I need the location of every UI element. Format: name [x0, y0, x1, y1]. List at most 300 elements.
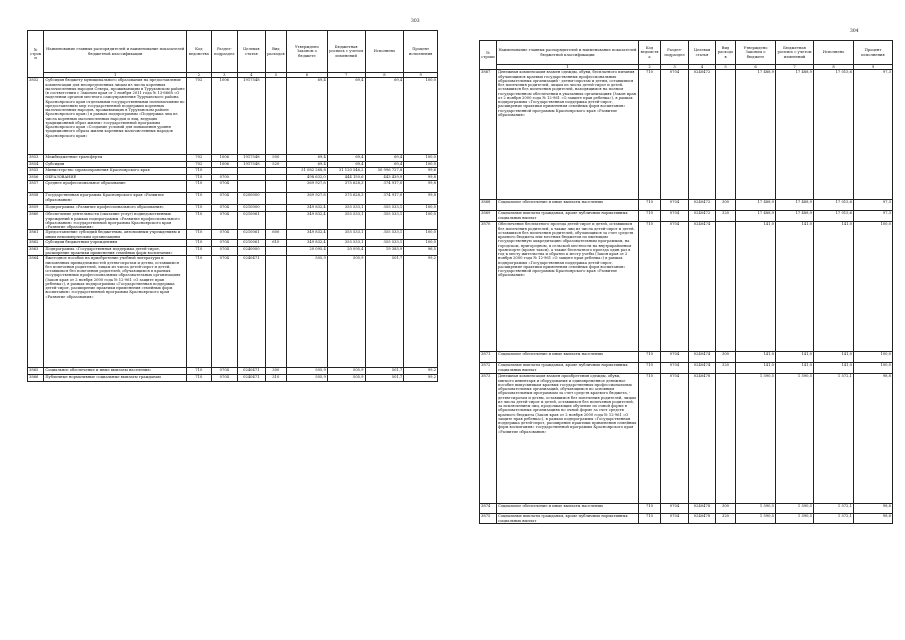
cell-expense-type: 600	[265, 230, 286, 240]
header-description: Наименование главных распорядителей и наименование показателей бюджетной классификации	[497, 41, 639, 65]
table-row	[480, 222, 893, 352]
cell-description: Предоставление субсидий бюджетным, автономным учреждениям и иным некоммерческим организациям	[44, 230, 187, 240]
cell-expense-type: 320	[716, 514, 736, 524]
cell-executed-amount: 374 917,0	[365, 193, 404, 205]
cell-department-code: 710	[187, 168, 211, 175]
cell-department-code: 710	[639, 363, 661, 374]
cell-budget-amount: 444 150,6	[327, 175, 365, 181]
cell-budget-amount: 1 590,5	[776, 514, 814, 524]
cell-description: Социальное обеспечение и иные выплаты населению	[44, 368, 187, 375]
cell-budget-amount: 141,0	[776, 363, 814, 374]
cell-executed-amount: 1 572,1	[814, 504, 854, 514]
cell-budget-amount: 355 533,1	[327, 205, 365, 212]
cell-section-code: 0704	[661, 374, 689, 504]
column-index: 6	[287, 73, 328, 78]
cell-section-code: 0704	[661, 363, 689, 374]
header-section-code: Раздел-подраздел	[211, 31, 238, 73]
table-row	[28, 205, 438, 212]
cell-row-number: 3868	[480, 200, 497, 211]
cell-budget-amount: 505,9	[327, 368, 365, 375]
cell-target-article: 1917548	[238, 78, 266, 155]
cell-target-article: 0210061	[238, 239, 266, 246]
cell-description: Обеспечение деятельности (оказание услуг) подведомственных учреждений в рамках подпрограммы «Развитие профессионального образования» государственной программы Красноярского края «Развитие образования»	[44, 212, 187, 230]
cell-approved-amount: 349 832,4	[287, 239, 328, 246]
cell-executed-amount: 374 917,0	[365, 181, 404, 193]
cell-section-code: 0704	[661, 352, 689, 363]
header-execution-percent: Процент исполнения	[854, 41, 893, 65]
cell-execution-percent: 96,5	[404, 246, 438, 256]
cell-execution-percent: 98,8	[854, 374, 893, 504]
cell-target-article: 0240478	[689, 504, 716, 514]
cell-approved-amount: 369 927,8	[287, 193, 328, 205]
cell-approved-amount: 20 095,4	[287, 246, 328, 256]
table-row	[28, 168, 438, 175]
cell-target-article: 0210000	[238, 205, 266, 212]
cell-approved-amount: 69,4	[287, 162, 328, 168]
cell-budget-amount: 69,4	[327, 162, 365, 168]
cell-department-code: 710	[639, 374, 661, 504]
cell-section-code	[211, 168, 238, 175]
cell-row-number: 3855	[28, 168, 44, 175]
column-index: 4	[689, 65, 716, 70]
cell-target-article: 0200000	[238, 193, 266, 205]
cell-department-code: 710	[187, 205, 211, 212]
table-row	[480, 374, 893, 504]
table-row	[28, 155, 438, 162]
cell-department-code: 710	[187, 246, 211, 256]
cell-budget-amount: 1 590,5	[776, 504, 814, 514]
cell-approved-amount: 369 927,8	[287, 181, 328, 193]
cell-execution-percent: 100,0	[404, 78, 438, 155]
cell-approved-amount: 349 832,4	[287, 230, 328, 240]
column-index: 2	[187, 73, 211, 78]
page-left	[0, 0, 450, 640]
cell-target-article: 0240474	[689, 352, 716, 363]
cell-section-code: 1006	[211, 155, 238, 162]
table-row	[480, 70, 893, 200]
cell-description: Субсидия бюджету муниципального образования на предоставление компенсации для неопределенных лицам из числа коренных малочисленных народов Севера, проживающим в Туруханском районе (в соответствии с Законом края от 1 ноября 2011 года № 13-6668 «О наделении органов местного самоуправления Туруханского района Красноярского края отдельными государственными полномочиями по предоставлению мер государственной поддержки коренных малочисленных народов, проживающих в Туруханском районе Красноярского края») в рамках подпрограммы «Поддержка лиц из числа коренных малочисленных народов и лиц, ведущих традиционный образ жизни» государственной программы Красноярского края «Создание условий для повышения уровня традиционного образа жизни коренных малочисленных народов Красноярского края»	[44, 78, 187, 155]
cell-row-number: 3873	[480, 374, 497, 504]
cell-department-code: 710	[187, 368, 211, 375]
column-index: 2	[639, 65, 661, 70]
cell-budget-amount: 31 120 546,2	[327, 168, 365, 175]
cell-description: Среднее профессиональное образование	[44, 181, 187, 193]
cell-section-code: 0704	[211, 181, 238, 193]
cell-execution-percent: 100,0	[404, 205, 438, 212]
cell-description: Социальное обеспечение и иные выплаты населению	[497, 504, 639, 514]
cell-budget-amount: 375 628,3	[327, 193, 365, 205]
cell-executed-amount: 355 533,1	[365, 212, 404, 230]
cell-description: Подпрограмма «Развитие профессионального образования»	[44, 205, 187, 212]
cell-executed-amount: 19 383,9	[365, 246, 404, 256]
cell-approved-amount: 1 590,5	[736, 374, 776, 504]
cell-row-number: 3859	[28, 205, 44, 212]
header-budget-amount: Бюджетная роспись с учетом изменений	[776, 41, 814, 65]
header-target-article: Целевая статья	[238, 31, 266, 73]
cell-expense-type	[265, 193, 286, 205]
cell-approved-amount: 141,0	[736, 222, 776, 352]
cell-description: Денежная компенсация взамен приобретения одежды, обуви, мягкого инвентаря и оборудования и единовременное денежное пособие выпускникам краевых государственных профессиональных образовательных организаций, обучающимся по основным образовательным программам за счет средств краевого бюджета, - детям-сиротам и детям, оставшимся без попечения родителей, лицам из числа детей-сирот и детей, оставшихся без попечения родителей, за исключением лиц, продолжающих обучение по очной форме в образовательных организациях по очной форме за счет средств краевого бюджета (Закон края от 2 ноября 2000 года № 12-961 «О защите прав ребенка»), в рамках подпрограммы «Государственная поддержка детей-сирот, расширение практики применения семейных форм воспитания» государственной программы Красноярского края «Развитие образования»	[497, 374, 639, 504]
table-row	[480, 514, 893, 524]
column-index: 4	[238, 73, 266, 78]
cell-row-number: 3866	[28, 375, 44, 382]
cell-execution-percent: 97,3	[854, 70, 893, 200]
cell-expense-type	[265, 168, 286, 175]
cell-target-article: 0240474	[689, 363, 716, 374]
cell-section-code: 0704	[661, 211, 689, 222]
column-index: 1	[497, 65, 639, 70]
cell-description: Субсидии бюджетным учреждениям	[44, 239, 187, 246]
cell-row-number: 3872	[480, 363, 497, 374]
cell-executed-amount: 501,7	[365, 368, 404, 375]
cell-section-code: 0704	[211, 230, 238, 240]
cell-budget-amount: 141,0	[776, 352, 814, 363]
cell-executed-amount: 17 015,6	[814, 211, 854, 222]
cell-approved-amount: 141,0	[736, 363, 776, 374]
cell-executed-amount: 141,0	[814, 352, 854, 363]
cell-execution-percent: 100,0	[854, 352, 893, 363]
cell-budget-amount: 17 488,9	[776, 200, 814, 211]
cell-department-code: 710	[639, 200, 661, 211]
cell-target-article: 1917548	[238, 162, 266, 168]
cell-department-code: 710	[187, 256, 211, 368]
cell-row-number: 3871	[480, 352, 497, 363]
cell-description: Подпрограмма «Государственная поддержка детей-сирот, расширение практики применения семейных форм воспитания»	[44, 246, 187, 256]
column-index: 5	[716, 65, 736, 70]
cell-execution-percent: 100,0	[404, 239, 438, 246]
cell-row-number: 3862	[28, 239, 44, 246]
cell-department-code: 710	[187, 230, 211, 240]
cell-execution-percent: 98,8	[854, 514, 893, 524]
cell-department-code: 710	[187, 375, 211, 382]
column-index: 3	[211, 73, 238, 78]
cell-executed-amount: 141,0	[814, 222, 854, 352]
cell-execution-percent: 100,0	[854, 222, 893, 352]
cell-budget-amount: 17 488,9	[776, 70, 814, 200]
cell-row-number: 3856	[28, 175, 44, 181]
cell-target-article: 1917548	[238, 155, 266, 162]
table-row	[480, 363, 893, 374]
header-department-code: Код ведомства	[639, 41, 661, 65]
cell-approved-amount: 69,4	[287, 155, 328, 162]
table-row	[28, 375, 438, 382]
cell-target-article: 0240474	[689, 222, 716, 352]
header-execution-percent: Процент исполнения	[404, 31, 438, 73]
cell-budget-amount: 505,9	[327, 375, 365, 382]
table-row	[28, 193, 438, 205]
header-description: Наименование главных распорядителей и наименование показателей бюджетной классификации	[44, 31, 187, 73]
cell-target-article: 0240478	[689, 514, 716, 524]
cell-description: Субсидии	[44, 162, 187, 168]
column-index: 1	[44, 73, 187, 78]
cell-execution-percent: 99,8	[404, 181, 438, 193]
cell-target-article: 0240471	[238, 368, 266, 375]
cell-row-number: 3853	[28, 155, 44, 162]
cell-budget-amount: 355 533,1	[327, 212, 365, 230]
cell-expense-type	[716, 70, 736, 200]
cell-department-code: 710	[639, 352, 661, 363]
cell-row-number: 3864	[28, 256, 44, 368]
cell-execution-percent: 97,3	[854, 211, 893, 222]
cell-execution-percent: 100,0	[854, 363, 893, 374]
cell-executed-amount: 1 572,1	[814, 514, 854, 524]
header-approved-amount: Утверждено Законом о бюджете	[287, 31, 328, 73]
table-row	[28, 239, 438, 246]
cell-department-code: 710	[187, 181, 211, 193]
cell-execution-percent: 99,8	[404, 175, 438, 181]
cell-description: Обеспечение бесплатного проезда детей-сирот и детей, оставшихся без попечения родителей, а также лиц из числа детей-сирот и детей, оставшихся без попечения родителей, обучающихся за счет средств краевого бюджета или местных бюджетов по имеющим государственную аккредитацию образовательным программам, на городском, пригородном, в сельской местности на внутрирайонном транспорте (кроме такси), а также бесплатного проезда один раз в год к месту жительства и обратно к месту учебы (Закон края от 2 ноября 2000 года № 12-961 «О защите прав ребенка») в рамках подпрограммы «Государственная поддержка детей-сирот, расширение практики применения семейных форм воспитания» государственной программы Красноярского края «Развитие образования»	[497, 222, 639, 352]
cell-description: Социальные выплаты гражданам, кроме публичных нормативных социальных выплат	[497, 514, 639, 524]
cell-expense-type: 320	[716, 363, 736, 374]
cell-expense-type: 520	[265, 162, 286, 168]
cell-row-number: 3867	[480, 70, 497, 200]
cell-section-code: 0704	[211, 256, 238, 368]
cell-department-code: 702	[187, 155, 211, 162]
cell-department-code: 710	[639, 504, 661, 514]
cell-approved-amount: 505,9	[287, 256, 328, 368]
cell-section-code: 0704	[661, 200, 689, 211]
cell-approved-amount: 349 832,4	[287, 205, 328, 212]
cell-execution-percent: 100,0	[404, 162, 438, 168]
cell-description: Социальные выплаты гражданам, кроме публичных нормативных социальных выплат	[497, 363, 639, 374]
cell-expense-type	[265, 246, 286, 256]
cell-budget-amount: 69,4	[327, 78, 365, 155]
cell-execution-percent: 99,8	[404, 193, 438, 205]
header-department-code: Код ведомства	[187, 31, 211, 73]
cell-target-article: 0240471	[238, 256, 266, 368]
cell-target-article	[238, 181, 266, 193]
cell-target-article: 0240472	[689, 200, 716, 211]
cell-expense-type: 300	[716, 352, 736, 363]
cell-description: Ежегодное пособие на приобретение учебной литературы и письменных принадлежностей детям-сиротам и детям, оставшимся без попечения родителей, лицам из числа детей-сирот и детей, оставшихся без попечения родителей, обучающимся в краевых государственных профессиональных образовательных организациях (Закон края от 2 ноября 2000 года № 12-961 «О защите прав ребенка»), в рамках подпрограммы «Государственная поддержка детей-сирот, расширение практики применения семейных форм воспитания» государственной программы Красноярского края «Развитие образования»	[44, 256, 187, 368]
cell-executed-amount: 69,4	[365, 162, 404, 168]
cell-budget-amount: 505,9	[327, 256, 365, 368]
cell-approved-amount: 17 488,9	[736, 70, 776, 200]
cell-target-article: 0210061	[238, 230, 266, 240]
cell-budget-amount: 69,4	[327, 155, 365, 162]
cell-expense-type: 300	[716, 504, 736, 514]
cell-budget-amount: 375 628,3	[327, 181, 365, 193]
cell-row-number: 3865	[28, 368, 44, 375]
cell-executed-amount: 30 996 727,8	[365, 168, 404, 175]
cell-execution-percent: 97,3	[854, 200, 893, 211]
cell-executed-amount: 141,0	[814, 363, 854, 374]
cell-description: Публичные нормативные социальные выплаты гражданам	[44, 375, 187, 382]
page-right	[455, 0, 905, 640]
cell-section-code: 0704	[211, 205, 238, 212]
cell-executed-amount: 501,7	[365, 375, 404, 382]
column-index: 8	[365, 73, 404, 78]
cell-budget-amount: 20 095,4	[327, 246, 365, 256]
column-index: 7	[776, 65, 814, 70]
cell-description: Социальное обеспечение и иные выплаты населению	[497, 200, 639, 211]
cell-description: Межбюджетные трансферты	[44, 155, 187, 162]
cell-section-code: 0700	[211, 175, 238, 181]
cell-row-number: 3869	[480, 211, 497, 222]
cell-expense-type	[265, 205, 286, 212]
cell-expense-type	[265, 212, 286, 230]
cell-department-code: 710	[187, 239, 211, 246]
column-index: 6	[736, 65, 776, 70]
cell-row-number: 3854	[28, 162, 44, 168]
cell-budget-amount: 355 533,1	[327, 239, 365, 246]
cell-description: Социальные выплаты гражданам, кроме публичных нормативных социальных выплат	[497, 211, 639, 222]
cell-expense-type	[265, 256, 286, 368]
cell-expense-type: 320	[716, 211, 736, 222]
cell-department-code: 710	[639, 514, 661, 524]
header-section-code: Раздел-подраздел	[661, 41, 689, 65]
cell-execution-percent: 99,2	[404, 368, 438, 375]
cell-section-code: 0704	[661, 222, 689, 352]
cell-approved-amount: 69,4	[287, 78, 328, 155]
cell-row-number: 3870	[480, 222, 497, 352]
cell-budget-amount: 355 533,1	[327, 230, 365, 240]
header-budget-amount: Бюджетная роспись с учетом изменений	[327, 31, 365, 73]
cell-executed-amount: 17 015,6	[814, 200, 854, 211]
cell-executed-amount: 69,4	[365, 78, 404, 155]
cell-expense-type	[716, 222, 736, 352]
cell-department-code: 702	[187, 162, 211, 168]
column-index: 3	[661, 65, 689, 70]
cell-section-code: 0704	[211, 193, 238, 205]
column-index: 7	[327, 73, 365, 78]
cell-department-code: 710	[639, 70, 661, 200]
cell-department-code: 710	[187, 212, 211, 230]
table-row	[28, 212, 438, 230]
table-row	[480, 504, 893, 514]
cell-row-number: 3874	[480, 504, 497, 514]
table-row	[28, 78, 438, 155]
cell-approved-amount: 31 082 268,8	[287, 168, 328, 175]
header-executed-amount: Исполнено	[814, 41, 854, 65]
cell-target-article: 0240478	[689, 374, 716, 504]
page-number: 304	[850, 29, 859, 34]
header-expense-type: Вид расходов	[716, 41, 736, 65]
cell-target-article: 0240471	[238, 375, 266, 382]
cell-approved-amount: 498 632,0	[287, 175, 328, 181]
cell-row-number: 3860	[28, 212, 44, 230]
cell-section-code: 0704	[211, 246, 238, 256]
cell-executed-amount: 501,7	[365, 256, 404, 368]
cell-approved-amount: 349 832,4	[287, 212, 328, 230]
cell-execution-percent: 99,2	[404, 375, 438, 382]
cell-execution-percent: 100,0	[404, 230, 438, 240]
cell-row-number: 3852	[28, 78, 44, 155]
cell-target-article: 0240000	[238, 246, 266, 256]
cell-section-code: 0704	[661, 504, 689, 514]
cell-execution-percent: 100,0	[404, 155, 438, 162]
cell-section-code: 0704	[661, 70, 689, 200]
cell-execution-percent: 99,2	[404, 256, 438, 368]
cell-section-code: 0704	[211, 375, 238, 382]
table-row	[28, 368, 438, 375]
cell-execution-percent: 98,8	[854, 504, 893, 514]
cell-department-code: 710	[639, 222, 661, 352]
cell-executed-amount: 69,4	[365, 155, 404, 162]
table-row	[480, 211, 893, 222]
cell-executed-amount: 1 572,1	[814, 374, 854, 504]
cell-budget-amount: 17 488,9	[776, 211, 814, 222]
cell-budget-amount: 141,0	[776, 222, 814, 352]
column-index: 5	[265, 73, 286, 78]
cell-department-code: 702	[187, 78, 211, 155]
cell-approved-amount: 17 488,9	[736, 211, 776, 222]
cell-execution-percent: 100,0	[404, 212, 438, 230]
cell-executed-amount: 355 533,1	[365, 230, 404, 240]
cell-budget-amount: 1 590,5	[776, 374, 814, 504]
cell-expense-type: 300	[265, 368, 286, 375]
cell-section-code: 1006	[211, 78, 238, 155]
cell-target-article	[238, 168, 266, 175]
cell-section-code: 0704	[211, 368, 238, 375]
cell-executed-amount: 443 439,9	[365, 175, 404, 181]
page-number: 303	[411, 19, 420, 24]
cell-executed-amount: 355 533,1	[365, 205, 404, 212]
budget-table	[27, 30, 438, 382]
header-executed-amount: Исполнено	[365, 31, 404, 73]
column-index: 9	[854, 65, 893, 70]
cell-expense-type	[265, 181, 286, 193]
cell-department-code: 710	[639, 211, 661, 222]
cell-description: Министерство здравоохранения Красноярского края	[44, 168, 187, 175]
cell-row-number: 3857	[28, 181, 44, 193]
cell-description: Денежная компенсация взамен одежды, обуви, бесплатного питания обучающимся краевых государственных профессиональных образовательных организаций - детям-сиротам и детям, оставшимся без попечения родителей, лицам из числа детей-сирот и детей, оставшихся без попечения родителей, находящимся на полном государственном обеспечении в указанных организациях (Закон края от 2 ноября 2000 года № 12-961 «О защите прав ребенка»), в рамках подпрограммы «Государственная поддержка детей-сирот, расширение практики применения семейных форм воспитания» государственной программы Красноярского края «Развитие образования»	[497, 70, 639, 200]
table-row	[480, 200, 893, 211]
column-index: 9	[404, 73, 438, 78]
cell-approved-amount: 1 590,5	[736, 514, 776, 524]
cell-approved-amount: 141,0	[736, 352, 776, 363]
column-index: 8	[814, 65, 854, 70]
cell-target-article: 0240472	[689, 211, 716, 222]
header-target-article: Целевая статья	[689, 41, 716, 65]
cell-row-number: 3863	[28, 246, 44, 256]
cell-expense-type: 500	[265, 155, 286, 162]
table-row	[28, 256, 438, 368]
cell-description: Государственная программа Красноярского края «Развитие образования»	[44, 193, 187, 205]
cell-approved-amount: 17 488,9	[736, 200, 776, 211]
cell-target-article: 0210061	[238, 212, 266, 230]
cell-executed-amount: 17 015,6	[814, 70, 854, 200]
cell-approved-amount: 505,9	[287, 375, 328, 382]
cell-row-number: 3861	[28, 230, 44, 240]
header-row-number: № строки	[28, 31, 44, 78]
table-row	[28, 230, 438, 240]
budget-table	[479, 40, 893, 524]
cell-section-code: 1006	[211, 162, 238, 168]
cell-expense-type: 310	[265, 375, 286, 382]
cell-expense-type	[716, 374, 736, 504]
cell-description: Социальное обеспечение и иные выплаты населению	[497, 352, 639, 363]
table-row	[28, 181, 438, 193]
cell-section-code: 0704	[661, 514, 689, 524]
cell-expense-type: 610	[265, 239, 286, 246]
cell-section-code: 0704	[211, 239, 238, 246]
header-row-number: № строки	[480, 41, 497, 70]
table-row	[28, 246, 438, 256]
header-expense-type: Вид расходов	[265, 31, 286, 73]
header-approved-amount: Утверждено Законом о бюджете	[736, 41, 776, 65]
cell-target-article: 0240472	[689, 70, 716, 200]
cell-department-code: 710	[187, 175, 211, 181]
table-row	[480, 352, 893, 363]
cell-description: ОБРАЗОВАНИЕ	[44, 175, 187, 181]
cell-approved-amount: 1 590,5	[736, 504, 776, 514]
cell-department-code: 710	[187, 193, 211, 205]
cell-executed-amount: 355 533,1	[365, 239, 404, 246]
cell-execution-percent: 99,6	[404, 168, 438, 175]
cell-approved-amount: 505,9	[287, 368, 328, 375]
cell-row-number: 3875	[480, 514, 497, 524]
